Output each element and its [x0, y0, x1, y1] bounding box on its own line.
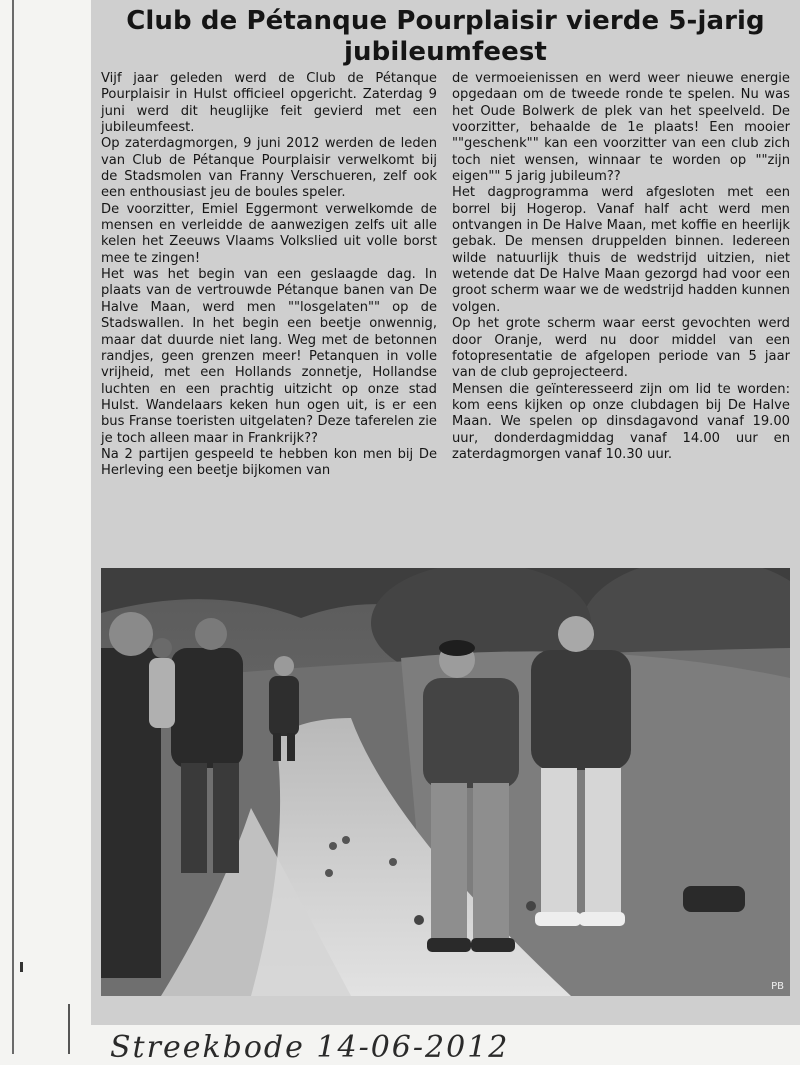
fold-line — [68, 1004, 70, 1054]
paragraph: De voorzitter, Emiel Eggermont verwelkomde de mensen en verleidde de aanwezigen zelfs uit alle kelen het Zeeuws Vlaams Volkslied uit volle borst mee te zingen! — [101, 201, 437, 266]
petanque-players-photo — [101, 568, 790, 996]
photo-credit: PB — [771, 981, 784, 992]
article-photo — [101, 568, 790, 996]
article-column-right — [452, 71, 790, 463]
paragraph: Het was het begin van een geslaagde dag. In plaats van de vertrouwde Pétanque banen van De Halve Maan, werd men ""losgelaten"" op de Stadswallen. In het begin een beetje onwennig, maar dat duurde niet lang. Weg met de betonnen randjes, geen grenzen meer! Petanquen in volle vrijheid, met een Hollands zonnetje, Hollandse luchten en een prachtig uitzicht op onze stad Hulst. Wandelaars keken hun ogen uit, is er een bus Franse toeristen uitgelaten? Deze taferelen zie je toch alleen maar in Frankrijk?? — [101, 267, 437, 446]
paragraph: Op het grote scherm waar eerst gevochten werd door Oranje, werd nu door middel van een fotopresentatie de afgelopen periode van 5 jaar van de club geprojecteerd. — [452, 316, 790, 381]
handwritten-note: Streekbode 14-06-2012 — [110, 1030, 510, 1065]
scan-speck — [20, 962, 23, 972]
paragraph: Op zaterdagmorgen, 9 juni 2012 werden de leden van Club de Pétanque Pourplaisir verwelkomt bij de Stadsmolen van Franny Verschueren, zelf ook een enthousiast jeu de boules speler. — [101, 136, 437, 201]
paragraph: Vijf jaar geleden werd de Club de Pétanque Pourplaisir in Hulst officieel opgericht. Zaterdag 9 juni werd dit heuglijke feit gevierd met een jubileumfeest. — [101, 71, 437, 136]
page-edge-line — [12, 0, 14, 1054]
paragraph: Het dagprogramma werd afgesloten met een borrel bij Hogerop. Vanaf half acht werd men ontvangen in De Halve Maan, met koffie en heerlijk gebak. De mensen druppelden binnen. Iedereen wilde natuurlijk thuis de wedstrijd uitzien, niet wetende dat De Halve Maan gezorgd had voor een groot scherm waar we de wedstrijd hadden kunnen volgen. — [452, 185, 790, 315]
article-title: Club de Pétanque Pourplaisir vierde 5-jarig jubileumfeest — [126, 6, 765, 67]
paragraph: Mensen die geïnteresseerd zijn om lid te worden: kom eens kijken op onze clubdagen bij De Halve Maan. We spelen op dinsdagavond vanaf 19.00 uur, donderdagmiddag vanaf 14.00 uur en zaterdagmorgen vanaf 10.30 uur. — [452, 381, 790, 462]
article-column-left — [101, 71, 437, 480]
paragraph: de vermoeienissen en werd weer nieuwe energie opgedaan om de tweede ronde te spelen. Nu was het Oude Bolwerk de plek van het speelveld. De voorzitter, behaalde de 1e plaats! Een mooier ""geschenk"" kan een voorzitter van een club zich toch niet wensen, winnaar te worden op ""zijn eigen"" 5 jarig jubileum?? — [452, 71, 790, 185]
paragraph: Na 2 partijen gespeeld te hebben kon men bij De Herleving een beetje bijkomen van — [101, 446, 437, 479]
